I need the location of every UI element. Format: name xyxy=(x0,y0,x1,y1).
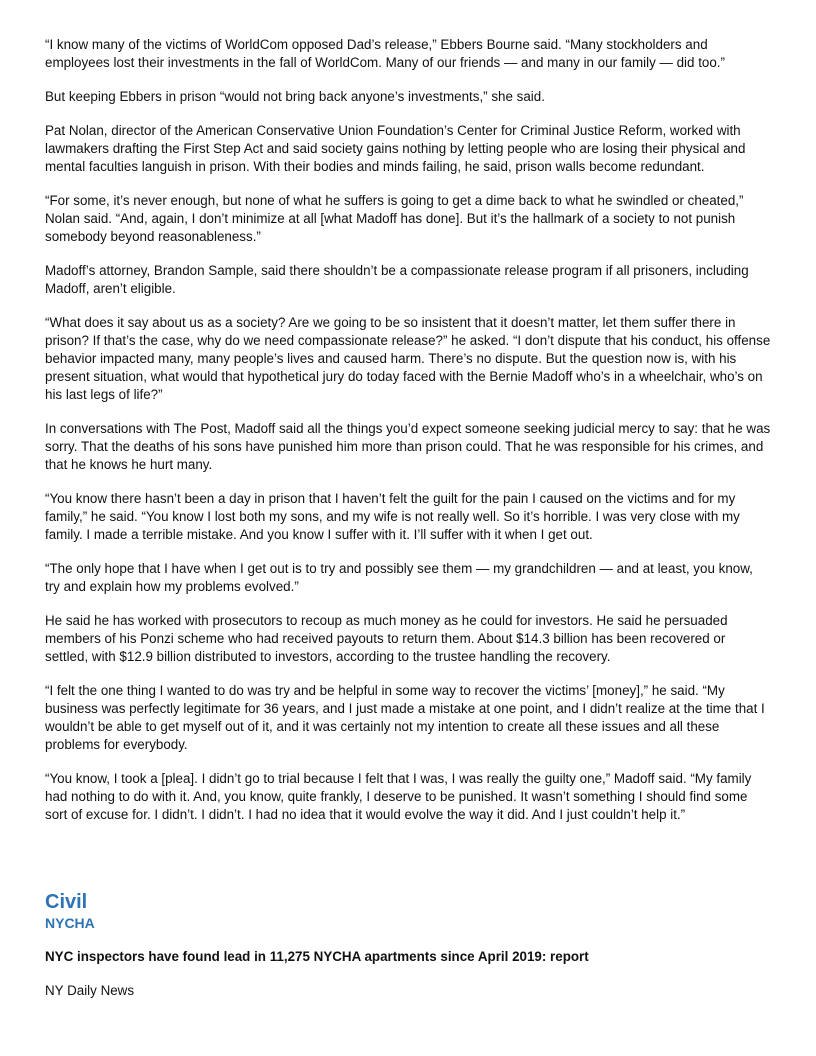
civil-section xyxy=(45,890,771,1000)
article-source: NY Daily News xyxy=(45,983,135,998)
paragraph: “I know many of the victims of WorldCom opposed Dad’s release,” Ebbers Bourne said. “Many stockholders and employees lost their investments in the fall of WorldCom. Many of our friends — and many in our family — did too.” xyxy=(45,37,725,70)
paragraph: “You know, I took a [plea]. I didn’t go to trial because I felt that I was, I was really the guilty one,” Madoff said. “My family had nothing to do with it. And, you know, quite frankly, I deserve to be punished. It wasn’t something I should find some sort of excuse for. I didn’t. I didn’t. I had no idea that it would evolve the way it did. And I just couldn’t help it.” xyxy=(45,771,752,822)
paragraph: “For some, it’s never enough, but none of what he suffers is going to get a dime back to what he swindled or cheated,” Nolan said. “And, again, I don’t minimize at all [what Madoff has done]. But it’s the hallmark of a society to not punish somebody beyond reasonableness.” xyxy=(45,193,744,244)
paragraph: But keeping Ebbers in prison “would not bring back anyone’s investments,” she said. xyxy=(45,89,545,104)
section-subtitle: NYCHA xyxy=(45,915,95,931)
paragraph: “What does it say about us as a society? Are we going to be so insistent that it doesn’t matter, let them suffer there in prison? If that’s the case, why do we need compassionate release?” he asked. “I don’t dispute that his conduct, his offense behavior impacted many, many people’s lives and caused harm. There’s no dispute. But the question now is, with his present situation, what would that hypothetical jury do today faced with the Bernie Madoff who’s in a wheelchair, who’s on his last legs of life?” xyxy=(45,315,771,402)
section-title: Civil xyxy=(45,891,88,913)
paragraph: “The only hope that I have when I get out is to try and possibly see them — my grandchildren — and at least, you know, try and explain how my problems evolved.” xyxy=(45,561,753,594)
paragraph: “You know there hasn’t been a day in prison that I haven’t felt the guilt for the pain I caused on the victims and for my family,” he said. “You know I lost both my sons, and my wife is not really well. So it’s horrible. I was very close with my family. I made a terrible mistake. And you know I suffer with it. I’ll suffer with it when I get out. xyxy=(45,491,740,542)
paragraph: In conversations with The Post, Madoff said all the things you’d expect someone seeking judicial mercy to say: that he was sorry. That the deaths of his sons have punished him more than prison could. That he was responsible for his crimes, and that he knows he hurt many. xyxy=(45,421,771,472)
paragraph: He said he has worked with prosecutors to recoup as much money as he could for investors. He said he persuaded members of his Ponzi scheme who had received payouts to return them. About $14.3 billion has been recovered or settled, with $12.9 billion distributed to investors, according to the trustee handling the recovery. xyxy=(45,613,728,664)
paragraph: Madoff’s attorney, Brandon Sample, said there shouldn’t be a compassionate release program if all prisoners, including Madoff, aren’t eligible. xyxy=(45,263,749,296)
article-headline: NYC inspectors have found lead in 11,275 NYCHA apartments since April 2019: report xyxy=(45,949,589,964)
paragraph: “I felt the one thing I wanted to do was try and be helpful in some way to recover the victims’ [money],” he said. “My business was perfectly legitimate for 36 years, and I just made a mistake at one point, and I didn’t realize at the time that I wouldn’t be able to get myself out of it, and it was certainly not my intention to create all these issues and all these problems for everybody. xyxy=(45,683,765,752)
paragraph: Pat Nolan, director of the American Conservative Union Foundation’s Center for Criminal Justice Reform, worked with lawmakers drafting the First Step Act and said society gains nothing by letting people who are losing their physical and mental faculties languish in prison. With their bodies and minds failing, he said, prison walls become redundant. xyxy=(45,123,746,174)
article-body xyxy=(45,36,771,840)
